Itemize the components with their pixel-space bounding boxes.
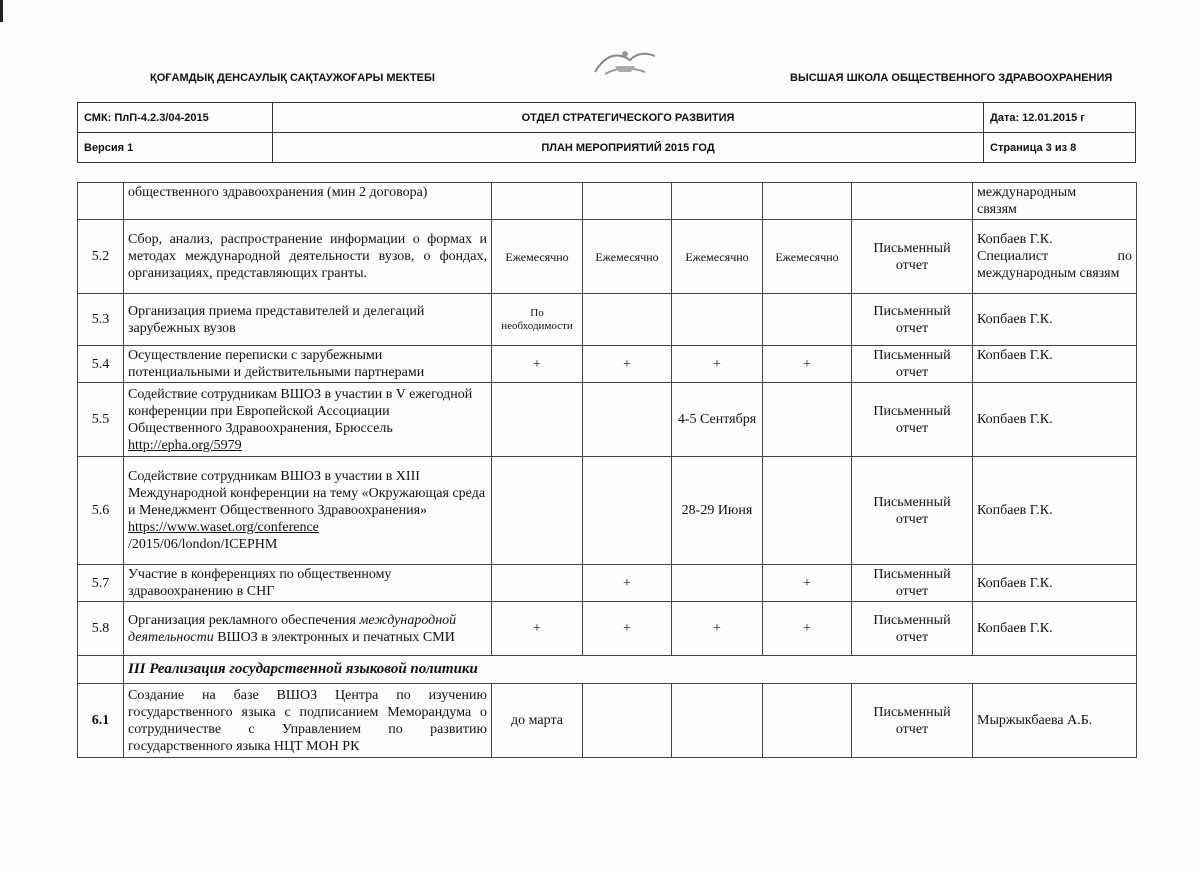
quarter-1-cell: Ежемесячно xyxy=(492,220,583,294)
task-cell: Создание на базе ВШОЗ Центра по изучению государственного языка с подписанием Меморандума о сотрудничестве с Управлением по развитию государственного языка НЦТ МОН РК xyxy=(124,684,492,758)
doc-date: Дата: 12.01.2015 г xyxy=(984,103,1136,133)
quarter-1-cell: + xyxy=(492,346,583,383)
scan-artifact xyxy=(0,0,3,22)
report-form-cell: Письменный отчет xyxy=(852,684,973,758)
school-name-kazakh: ҚОҒАМДЫҚ ДЕНСАУЛЫҚ САҚТАУЖОҒАРЫ МЕКТЕБІ xyxy=(150,72,435,84)
row-number: 5.8 xyxy=(78,602,124,656)
row-number: 5.2 xyxy=(78,220,124,294)
quarter-4-cell: + xyxy=(763,565,852,602)
quarter-3-cell: + xyxy=(672,346,763,383)
conference-link[interactable]: https://www.waset.org/conference xyxy=(128,520,319,535)
table-row xyxy=(78,220,1137,294)
task-cell: Организация приема представителей и делегаций зарубежных вузов xyxy=(124,294,492,346)
row-number: 6.1 xyxy=(78,684,124,758)
doc-code: СМК: ПлП-4.2.3/04-2015 xyxy=(78,103,273,133)
quarter-2-cell: Ежемесячно xyxy=(583,220,672,294)
row-number: 5.5 xyxy=(78,383,124,457)
school-logo-icon xyxy=(585,42,663,82)
responsible-cell: Копбаев Г.К. xyxy=(973,565,1137,602)
report-form-cell: Письменный отчет xyxy=(852,602,973,656)
task-cell: Участие в конференциях по общественному здравоохранению в СНГ xyxy=(124,565,492,602)
quarter-2-cell: + xyxy=(583,346,672,383)
report-form-cell: Письменный отчет xyxy=(852,346,973,383)
responsible-cell: Копбаев Г.К. xyxy=(973,383,1137,457)
row-number: 5.7 xyxy=(78,565,124,602)
responsible-cell: Копбаев Г.К. Специалист по международным связям xyxy=(973,220,1137,294)
row-number: 5.6 xyxy=(78,457,124,565)
quarter-3-cell: 28-29 Июня xyxy=(672,457,763,565)
quarter-1-cell: По необходимости xyxy=(492,294,583,346)
quarter-2-cell: + xyxy=(583,565,672,602)
quarter-4-cell: + xyxy=(763,346,852,383)
quarter-4-cell: + xyxy=(763,602,852,656)
task-cell: Содействие сотрудникам ВШОЗ в участии в XIII Международной конференции на тему «Окружающая среда и Менеджмент Общественного Здравоохранения» https://www.waset.org/conference /2015/06/london/ICEPHM xyxy=(124,457,492,565)
task-cell: Осуществление переписки с зарубежными потенциальными и действительными партнерами xyxy=(124,346,492,383)
responsible-cell: Копбаев Г.К. xyxy=(973,602,1137,656)
task-cell: Организация рекламного обеспечения международной деятельности ВШОЗ в электронных и печатных СМИ xyxy=(124,602,492,656)
page-counter: Страница 3 из 8 xyxy=(984,133,1136,163)
plan-title: ПЛАН МЕРОПРИЯТИЙ 2015 ГОД xyxy=(273,133,984,163)
quarter-2-cell: + xyxy=(583,602,672,656)
section-row xyxy=(78,656,1137,684)
conference-link[interactable]: http://epha.org/5979 xyxy=(128,437,242,453)
responsible-cell: Копбаев Г.К. xyxy=(973,346,1137,383)
report-form-cell: Письменный отчет xyxy=(852,220,973,294)
section-title: III Реализация государственной языковой политики xyxy=(124,656,1137,684)
responsible-cell: Копбаев Г.К. xyxy=(973,294,1137,346)
document-meta-table xyxy=(77,102,1136,163)
plan-table xyxy=(77,182,1137,758)
quarter-3-cell: Ежемесячно xyxy=(672,220,763,294)
task-cell: общественного здравоохранения (мин 2 договора) xyxy=(124,183,492,220)
department-name: ОТДЕЛ СТРАТЕГИЧЕСКОГО РАЗВИТИЯ xyxy=(273,103,984,133)
table-row xyxy=(78,346,1137,383)
row-number: 5.4 xyxy=(78,346,124,383)
table-row xyxy=(78,294,1137,346)
table-row xyxy=(78,183,1137,220)
table-row xyxy=(78,457,1137,565)
quarter-1-cell: до марта xyxy=(492,684,583,758)
doc-version: Версия 1 xyxy=(78,133,273,163)
task-cell: Содействие сотрудникам ВШОЗ в участии в V ежегодной конференции при Европейской Ассоциации Общественного Здравоохранения, Брюссель http://epha.org/5979 xyxy=(124,383,492,457)
responsible-cell: международным связям xyxy=(973,183,1137,220)
quarter-4-cell: Ежемесячно xyxy=(763,220,852,294)
row-number: 5.3 xyxy=(78,294,124,346)
report-form-cell: Письменный отчет xyxy=(852,383,973,457)
quarter-3-cell: 4-5 Сентября xyxy=(672,383,763,457)
responsible-cell: Мыржыкбаева А.Б. xyxy=(973,684,1137,758)
quarter-1-cell: + xyxy=(492,602,583,656)
responsible-cell: Копбаев Г.К. xyxy=(973,457,1137,565)
table-row xyxy=(78,602,1137,656)
table-row xyxy=(78,383,1137,457)
quarter-3-cell: + xyxy=(672,602,763,656)
school-name-russian: ВЫСШАЯ ШКОЛА ОБЩЕСТВЕННОГО ЗДРАВООХРАНЕНИЯ xyxy=(790,72,1113,84)
report-form-cell: Письменный отчет xyxy=(852,457,973,565)
report-form-cell: Письменный отчет xyxy=(852,565,973,602)
report-form-cell: Письменный отчет xyxy=(852,294,973,346)
table-row xyxy=(78,684,1137,758)
task-cell: Сбор, анализ, распространение информации о формах и методах международной деятельности вузов, о фондах, организациях, представляющих гранты. xyxy=(124,220,492,294)
table-row xyxy=(78,565,1137,602)
